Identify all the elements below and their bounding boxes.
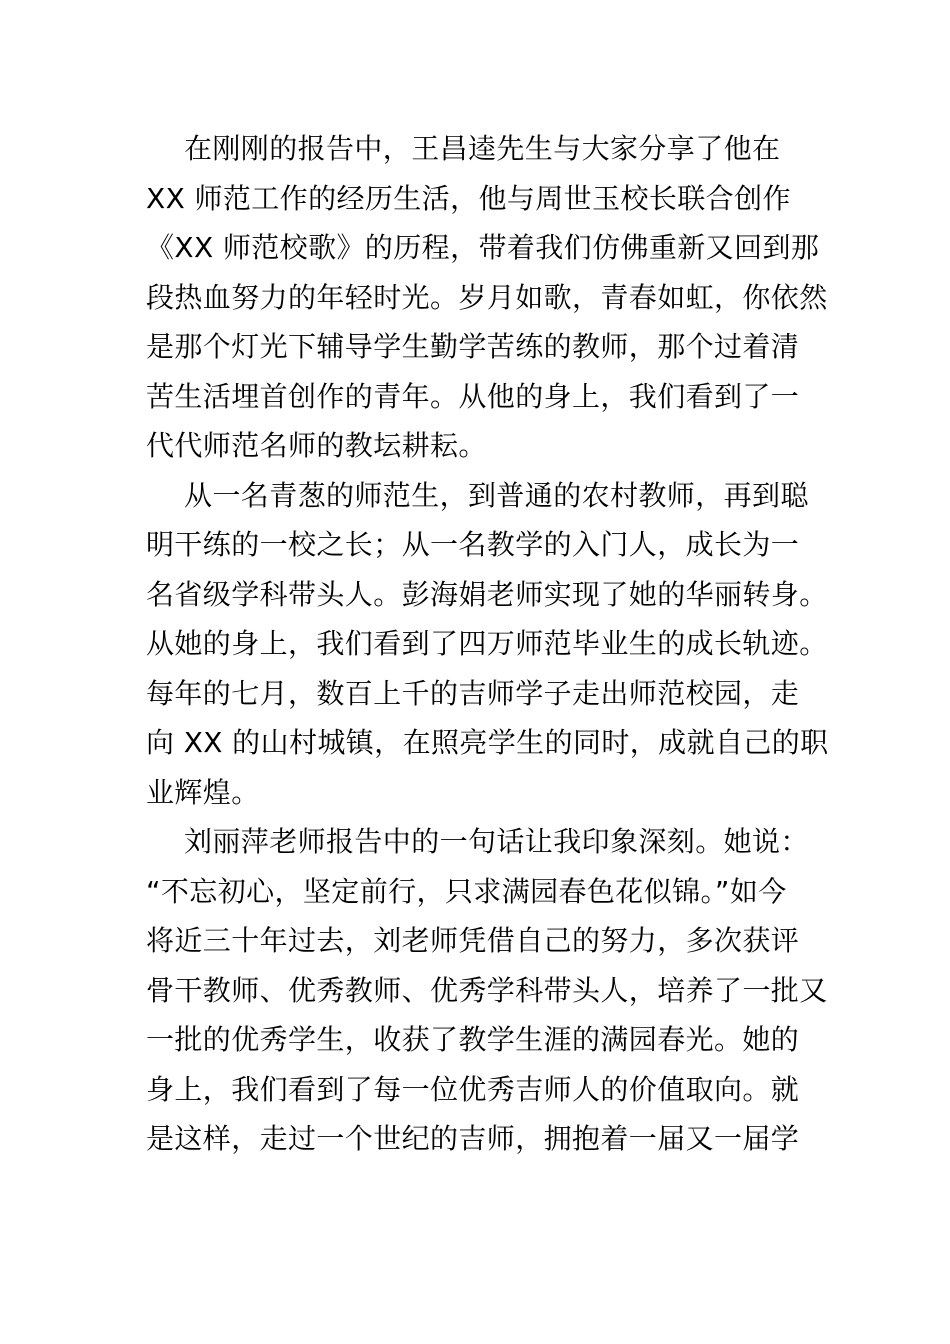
text-line: 明干练的一校之长；从一名教学的入门人，成长为一 [146, 528, 800, 561]
text-line: 苦生活埋首创作的青年。从他的身上，我们看到了一 [146, 379, 800, 413]
text-line: 在刚刚的报告中，王昌逵先生与大家分享了他在 [184, 132, 781, 165]
text-line: 段热血努力的年轻时光。岁月如歌，青春如虹，你依然 [146, 280, 828, 314]
text-line: 从她的身上，我们看到了四万师范毕业生的成长轨迹。 [146, 627, 828, 660]
text-line: 骨干教师、优秀教师、优秀学科带头人，培养了一批又 [146, 973, 828, 1007]
text-line: 业辉煌。 [146, 775, 260, 809]
text-line: 从一名青葱的师范生，到普通的农村教师，再到聪 [184, 478, 809, 512]
text-line: 名省级学科带头人。彭海娟老师实现了她的华丽转身。 [146, 577, 828, 611]
text-line: “不忘初心，坚定前行，只求满园春色花似锦。”如今 [146, 874, 787, 908]
text-line: 将近三十年过去，刘老师凭借自己的努力，多次获评 [146, 924, 800, 957]
text-line: 刘丽萍老师报告中的一句话让我印象深刻。她说： [184, 825, 809, 858]
text-line: 每年的七月，数百上千的吉师学子走出师范校园，走 [146, 676, 800, 710]
text-line: 代代师范名师的教坛耕耘。 [146, 429, 487, 462]
text-line: 是这样，走过一个世纪的吉师，拥抱着一届又一届学 [146, 1122, 800, 1155]
text-line: 《XX 师范校歌》的历程，带着我们仿佛重新又回到那 [146, 231, 820, 264]
text-line: 是那个灯光下辅导学生勤学苦练的教师，那个过着清 [146, 330, 800, 363]
text-line: 向 XX 的山村城镇，在照亮学生的同时，成就自己的职 [146, 726, 829, 759]
body-text [146, 124, 829, 1164]
text-line: XX 师范工作的经历生活，他与周世玉校长联合创作 [146, 181, 791, 215]
text-line: 一批的优秀学生，收获了教学生涯的满园春光。她的 [146, 1023, 800, 1056]
text-line: 身上，我们看到了每一位优秀吉师人的价值取向。就 [146, 1072, 800, 1106]
